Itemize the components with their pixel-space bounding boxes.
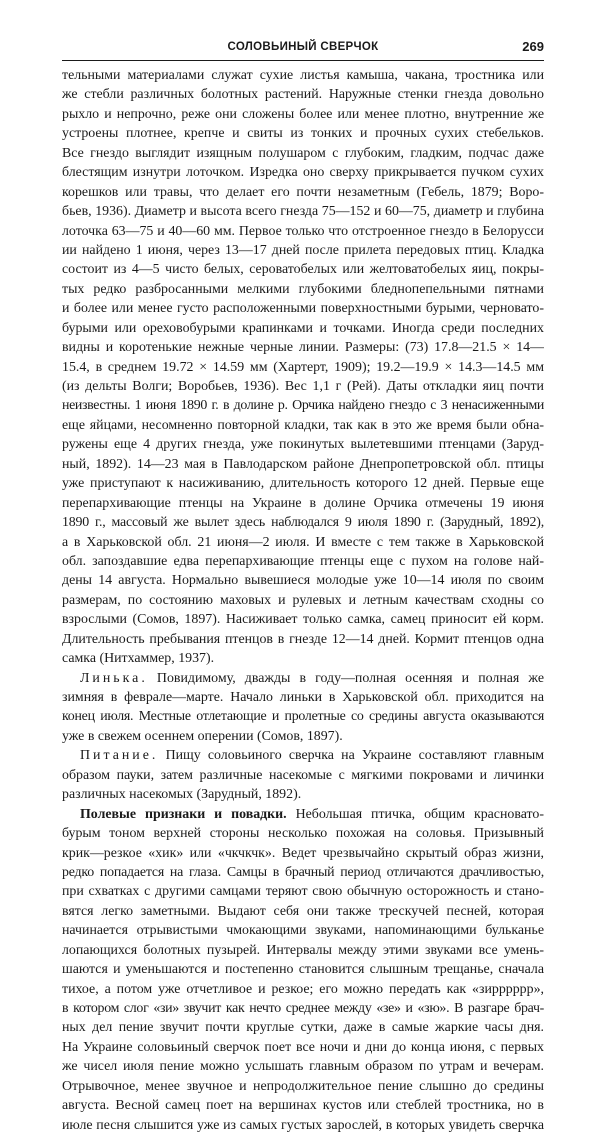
text-line: состоит из 4—5 чисто белых, сероватобелых или желтоватобелых яиц, покры-	[62, 262, 544, 278]
text-line: при схватках с другими самцами теряют свою обычную осторожность и стано-	[62, 884, 544, 900]
text-line: Отрывочное, менее звучное и непродолжительное пение слышно до средины	[62, 1078, 544, 1094]
text-line: июле песня слышится уже из самых густых зарослей, в которых увидеть сверчка	[62, 1117, 544, 1133]
text-line: лоточка 63—75 и 40—60 мм. Первое только что отстроенное гнездо в Белорусси	[62, 223, 544, 239]
running-head	[62, 38, 544, 58]
text-line: в котором слог «зи» звучит как нечто среднее между «зе» и «зю». В разгаре брач-	[62, 1001, 544, 1016]
paragraph-food	[62, 746, 544, 765]
body-text	[62, 66, 544, 1135]
lead-in-food-rest: Пищу соловьиного сверчка на Украине составляют главным	[158, 748, 544, 764]
page-number: 269	[522, 39, 544, 54]
text-line: августа. Весной самец поет на вершинах кустов или стеблей тростника, но в	[62, 1098, 544, 1114]
text-line: устроены плотнее, крепче и свиты из тонких и прочных сухих стебельков.	[62, 126, 544, 142]
text-line: редко попадается на глаза. Самцы в брачный период отличаются драчливостью,	[62, 864, 544, 880]
text-line: начинается отрывистыми чмокающими звуками, напоминающими бульканье	[62, 923, 544, 939]
text-line: лопающихся болотных пузырей. Интервалы между этими звуками все умень-	[62, 942, 544, 958]
text-line: 15.4, в среднем 19.72 × 14.59 мм (Хартерт, 1909); 19.2—19.9 × 14.3—14.5 мм	[62, 359, 544, 375]
text-line: взрослыми (Сомов, 1897). Насиживает только самка, самец приносит ей корм.	[62, 612, 544, 628]
text-line: тихое, а потом уже отчетливое и резкое; его можно передать как «зирррррр»,	[62, 981, 544, 997]
paragraph-field-signs	[62, 805, 544, 824]
text-line: размерам, по состоянию маховых и рулевых и летным качествам сходны со	[62, 592, 544, 608]
text-line: образом пауки, затем различные насекомые с мягкими покровами и личинки	[62, 767, 544, 783]
text-line: рыхло и непрочно, реже они сложены более или менее плотно, внутренние же	[62, 106, 544, 122]
header-rule	[62, 60, 544, 61]
text-line: тых редко разбросанными мелкими глубокими бледнопепельными пятнами	[62, 281, 544, 297]
text-line: перепархивающие птенцы на Украине в долине Орчика отмечены 19 июня	[62, 495, 544, 511]
text-line: обл. запоздавшие едва перепархивающие птенцы еще с пухом на голове най-	[62, 553, 544, 569]
text-line: же стебли различных болотных растений. Наружные стенки гнезда довольно	[62, 87, 544, 103]
text-line: уже в свежем осеннем оперении (Сомов, 1897).	[62, 728, 343, 744]
text-line: шаются и уменьшаются и постепенно становится слышным трещанье, сначала	[62, 962, 544, 978]
paragraph-molt	[62, 669, 544, 688]
text-line: конец июля. Местные отлетающие и пролетные со средины августа оказываются	[62, 709, 544, 725]
lead-in-molt: Линька.	[80, 670, 148, 686]
text-line: бурыми или ореховобурыми крапинками и точками. Иногда среди последних	[62, 320, 544, 336]
text-line: же чисел июля пение можно услышать главным образом по утрам и вечерам.	[62, 1059, 544, 1075]
text-line: неизвестны. 1 июня 1890 г. в долине р. Орчика найдено гнездо с 3 ненасиженными	[62, 398, 544, 414]
text-line: видны и коротенькие нежные черные линии. Размеры: (73) 17.8—21.5 × 14—	[62, 340, 544, 356]
text-line: бурым тоном верхней стороны несколько похожая на соловья. Призывный	[62, 826, 544, 842]
text-line: уже приступают к насиживанию, длительность которого 12 дней. Первые еще	[62, 476, 544, 492]
lead-in-field-rest: Небольшая птичка, общим красновато-	[286, 806, 544, 822]
text-line: На Украине соловьиный сверчок поет все ночи и дни до конца июня, с первых	[62, 1039, 544, 1055]
text-line: блестящим изнутри лоточком. Изредка оно сверху прикрывается пучком сухих	[62, 165, 544, 181]
text-line: 1890 г., массовый же вылет здесь наблюдался 9 июля 1890 г. (Зарудный, 1892),	[62, 515, 544, 531]
text-line: вятся легко заметными. Выдают себя они также трескучей песней, которая	[62, 903, 544, 919]
lead-in-food: Питание.	[80, 748, 159, 764]
running-head-title: СОЛОВЬИНЫЙ СВЕРЧОК	[227, 41, 379, 53]
lead-in-field-signs: Полевые признаки и повадки.	[80, 806, 287, 822]
text-line: различных насекомых (Зарудный, 1892).	[62, 787, 302, 803]
text-line: ный, 1892). 14—23 мая в Павлодарском районе Днепропетровской обл. птицы	[62, 456, 544, 472]
text-line: а в Харьковской обл. 21 июня—2 июля. И вместе с тем также в Харьковской	[62, 534, 544, 550]
text-line: еще яйцами, несомненно повторной кладки, так как в это же время были обна-	[62, 417, 544, 433]
lead-in-molt-rest: Повидимому, дважды в году—полная осенняя и полная же	[147, 670, 544, 686]
text-line: самка (Нитхаммер, 1937).	[62, 651, 215, 667]
text-line: зимняя в феврале—марте. Начало линьки в Харьковской обл. приходится на	[62, 690, 544, 705]
text-line: ружены еще 4 других гнезда, уже покинутых вылетевшими птенцами (Заруд-	[62, 437, 544, 453]
text-line: крик—резкое «хик» или «чкчкчк». Ведет чрезвычайно скрытый образ жизни,	[62, 845, 544, 861]
text-line: корешков или травы, что делает его почти незаметным (Гебель, 1879; Воро-	[62, 184, 544, 200]
text-line: Длительность пребывания птенцов в гнезде 12—14 дней. Кормит птенцов одна	[62, 631, 544, 647]
text-line: и более или менее густо расположенными поверхностными бурыми, черновато-	[62, 301, 544, 317]
text-line: Все гнездо выглядит изящным полушаром с глубоким, гладким, подчас даже	[62, 145, 544, 161]
text-line: дены 14 августа. Нормально вывешиеся молодые уже 10—14 июля по своим	[62, 573, 544, 589]
text-line: ных дел пение звучит почти круглые сутки, даже в самые жаркие часы дня.	[62, 1020, 544, 1036]
text-line: тельными материалами служат сухие листья камыша, чакана, тростника или	[62, 68, 544, 83]
text-line: (из дельты Волги; Воробьев, 1936). Вес 1,1 г (Рей). Даты откладки яиц почти	[62, 379, 544, 394]
text-line: ии найдено 1 июня, через 13—17 дней после прилета передовых птиц. Кладка	[62, 242, 544, 258]
text-line: бьев, 1936). Диаметр и высота всего гнезда 75—152 и 60—75, диаметр и глубина	[62, 204, 544, 220]
